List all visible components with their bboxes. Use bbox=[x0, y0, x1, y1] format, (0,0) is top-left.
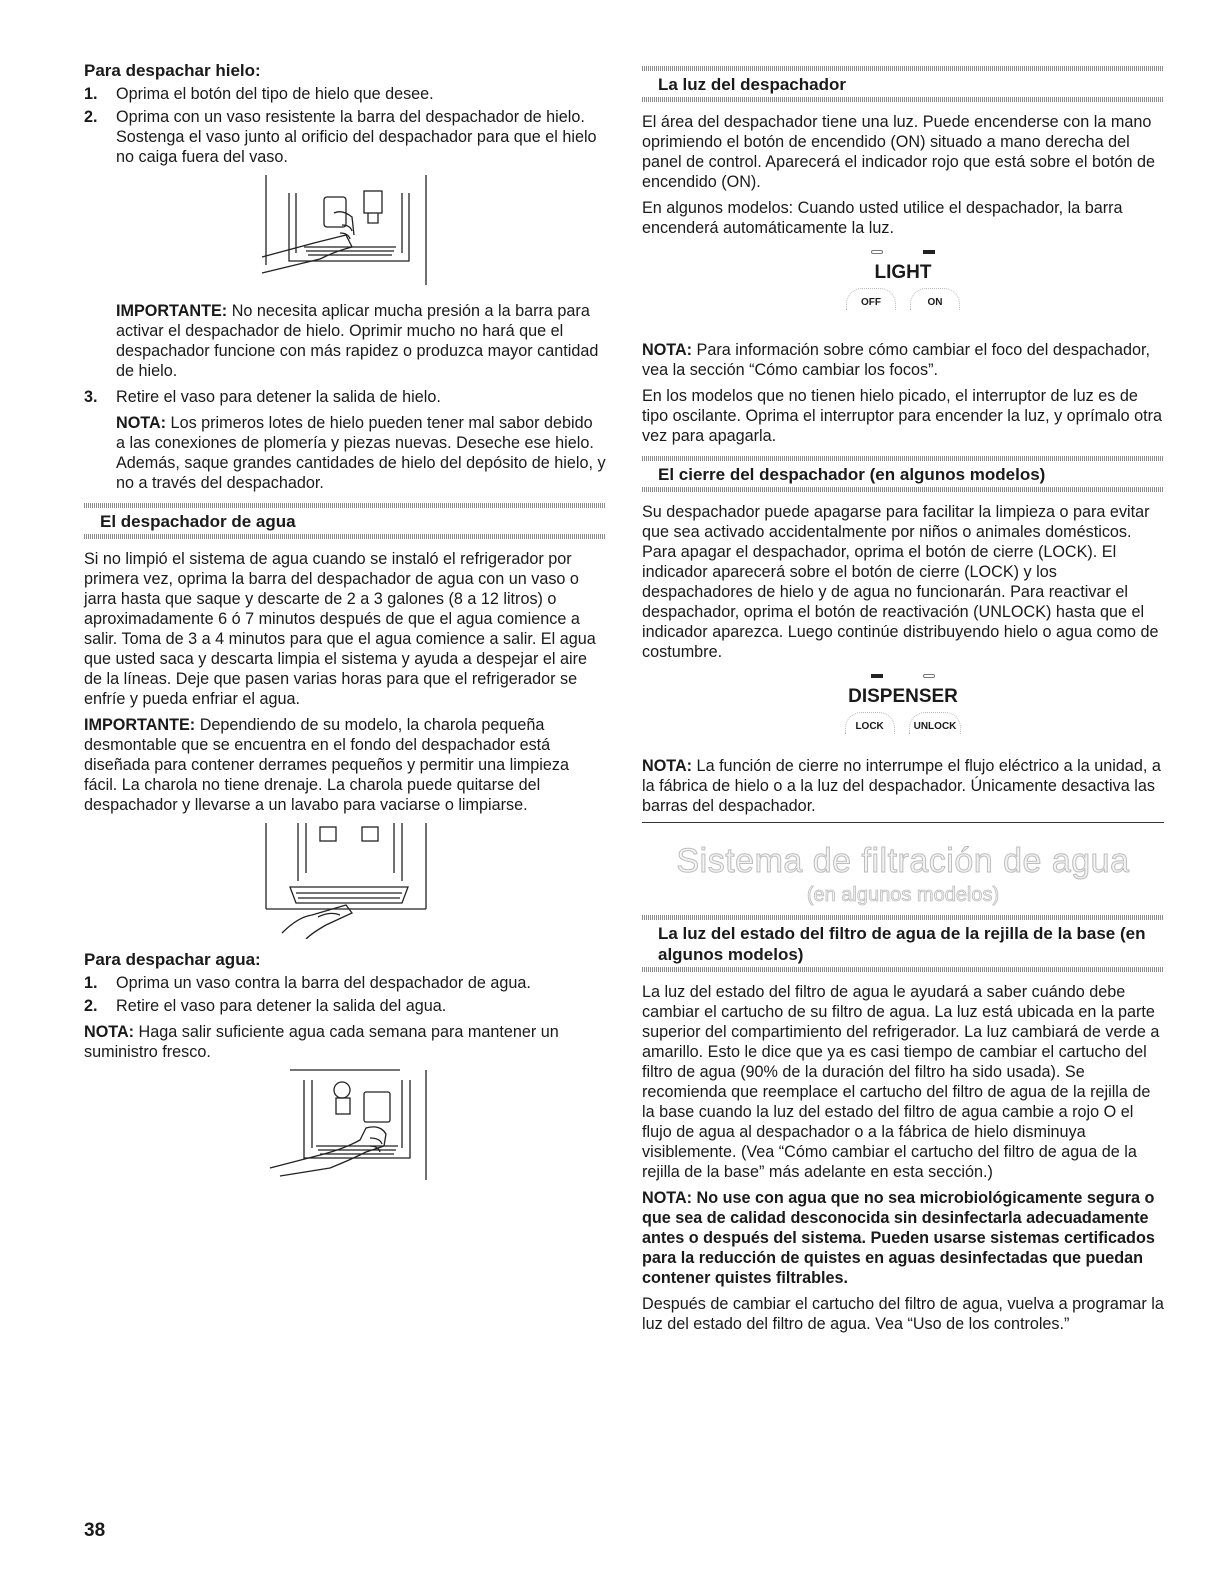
section-rule bbox=[642, 822, 1164, 823]
dispenser-control-panel bbox=[642, 672, 1164, 734]
list-item bbox=[84, 387, 606, 407]
water-heading: Para despachar agua: bbox=[84, 950, 261, 969]
ice-steps bbox=[84, 84, 606, 167]
list-item bbox=[84, 107, 606, 167]
light-paragraph-1: El área del despachador tiene una luz. Puede encenderse con la mano oprimiendo el botón de encendido (ON) situado a mano derecha del panel de control. Aparecerá el indicador rojo que está sobre el botón de encendido (ON). bbox=[642, 113, 1155, 191]
ice-step-2: Oprima con un vaso resistente la barra del despachador de hielo. Sostenga el vaso junto al orificio del despachador para que el hielo no caiga fuera del vaso. bbox=[116, 108, 597, 166]
ice-note-text: Los primeros lotes de hielo pueden tener mal sabor debido a las conexiones de plomería y piezas nuevas. Deseche ese hielo. Además, saque grandes cantidades de hielo del depósito de hielo, y no a través del despachador. bbox=[116, 414, 606, 492]
ice-note bbox=[84, 413, 606, 493]
step-number: 1. bbox=[84, 974, 98, 992]
important-label: IMPORTANTE: bbox=[116, 302, 228, 320]
dotted-divider bbox=[84, 534, 606, 539]
ice-step-3: Retire el vaso para detener la salida de hielo. bbox=[116, 388, 441, 406]
lock-paragraph: Su despachador puede apagarse para facilitar la limpieza o para evitar que sea activado accidentalmente por niños o animales domésticos. Para apagar el despachador, oprima el botón de cierre (LOCK). El indicador aparecerá sobre el botón de cierre (LOCK) y los despachadores de hielo y de agua no funcionarán. Para reactivar el despachador, oprima el botón de reactivación (UNLOCK) hasta que el indicador aparezca. Luego continúe distribuyendo hielo o agua como de costumbre. bbox=[642, 503, 1159, 661]
list-item bbox=[84, 973, 606, 993]
light-paragraph-3: En los modelos que no tienen hielo picado, el interruptor de luz es de tipo oscilante. Oprima el interruptor para encender la luz, y oprímalo otra vez para apagarla. bbox=[642, 387, 1163, 445]
water-dispenser-illustration bbox=[84, 1068, 606, 1180]
lock-note bbox=[642, 756, 1164, 816]
ice-important-text: No necesita aplicar mucha presión a la barra para activar el despachador de hielo. Oprimir mucho no hará que el despachador funcione con más rapidez o produzca mayor cantidad de hielo. bbox=[116, 302, 599, 380]
water-step-2: Retire el vaso para detener la salida del agua. bbox=[116, 997, 447, 1015]
light-section-header bbox=[642, 66, 1164, 102]
important-label: IMPORTANTE: bbox=[84, 716, 196, 734]
water-dispenser-important-text: Dependiendo de su modelo, la charola pequeña desmontable que se encuentra en el fondo del despachador está diseñada para contener derrames pequeños y permitir una limpieza fácil. La charola no tiene drenaje. La charola puede quitarse del despachador y llevarse a un lavabo para vaciarse o limpiarse. bbox=[84, 716, 570, 814]
right-column bbox=[642, 60, 1164, 1340]
step-number: 2. bbox=[84, 108, 98, 126]
lock-heading: El cierre del despachador (en algunos modelos) bbox=[658, 465, 1046, 484]
water-dispenser-heading: El despachador de agua bbox=[100, 512, 296, 531]
ice-step-1: Oprima el botón del tipo de hielo que desee. bbox=[116, 85, 434, 103]
note-label: NOTA: bbox=[642, 757, 693, 775]
filter-section-header bbox=[642, 915, 1164, 972]
filter-paragraph-1: La luz del estado del filtro de agua le ayudará a saber cuándo debe cambiar el cartucho de su filtro de agua. La luz está ubicada en la parte superior del compartimiento del refrigerador. La luz cambiará de verde a amarillo. Esto le dice que ya es casi tiempo de cambiar el cartucho del filtro de agua (90% de la duración del filtro ha sido usada). Se recomienda que reemplace el cartucho del filtro de agua de la rejilla de la base cuando la luz del estado del filtro de agua cambie a rojo O el flujo de agua al despachador o a la fábrica de hielo disminuya visiblemente. (Vea “Cómo cambiar el cartucho del filtro de agua de la rejilla de la base” más adelante en esta sección.) bbox=[642, 983, 1160, 1181]
dispenser-buttons bbox=[642, 712, 1164, 734]
note-label: NOTA: bbox=[642, 341, 693, 359]
dispenser-control-label: DISPENSER bbox=[848, 686, 958, 707]
unlock-button[interactable]: UNLOCK bbox=[909, 712, 962, 734]
filtration-title: Sistema de filtración de agua bbox=[676, 842, 1130, 880]
water-note bbox=[84, 1022, 606, 1062]
lock-note-text: La función de cierre no interrumpe el flujo eléctrico a la unidad, a la fábrica de hielo o a la luz del despachador. Únicamente desactiva las barras del despachador. bbox=[642, 757, 1161, 815]
step-number: 1. bbox=[84, 85, 98, 103]
unlock-indicator bbox=[923, 674, 935, 678]
step-number: 2. bbox=[84, 997, 98, 1015]
water-step-1: Oprima un vaso contra la barra del despachador de agua. bbox=[116, 974, 531, 992]
dotted-divider bbox=[642, 915, 1164, 920]
dotted-divider bbox=[642, 456, 1164, 461]
left-column bbox=[84, 60, 606, 1190]
note-label: NOTA: bbox=[84, 1023, 135, 1041]
page-number: 38 bbox=[84, 1520, 106, 1541]
water-note-text: Haga salir suficiente agua cada semana para mantener un suministro fresco. bbox=[84, 1023, 559, 1061]
light-buttons bbox=[642, 288, 1164, 310]
on-indicator bbox=[923, 250, 935, 254]
dotted-divider bbox=[642, 967, 1164, 972]
step-number: 3. bbox=[84, 388, 98, 406]
water-dispenser-important bbox=[84, 715, 606, 815]
light-paragraph-2: En algunos modelos: Cuando usted utilice el despachador, la barra encenderá automáticamente la luz. bbox=[642, 199, 1123, 237]
dotted-divider bbox=[642, 66, 1164, 71]
light-control-label: LIGHT bbox=[874, 262, 932, 283]
filter-paragraph-2: Después de cambiar el cartucho del filtro de agua, vuelva a programar la luz del estado del filtro de agua. Vea “Uso de los controles.” bbox=[642, 1295, 1164, 1333]
light-note-text: Para información sobre cómo cambiar el foco del despachador, vea la sección “Cómo cambiar los focos”. bbox=[642, 341, 1151, 379]
lock-indicator bbox=[871, 674, 883, 678]
list-item bbox=[84, 84, 606, 104]
ice-heading: Para despachar hielo: bbox=[84, 61, 261, 80]
ice-important bbox=[84, 301, 606, 381]
dotted-divider bbox=[642, 487, 1164, 492]
water-steps bbox=[84, 973, 606, 1016]
light-indicators bbox=[642, 248, 1164, 256]
light-note bbox=[642, 340, 1164, 380]
list-item bbox=[84, 996, 606, 1016]
water-dispenser-section-header bbox=[84, 503, 606, 539]
ice-steps-cont bbox=[84, 387, 606, 407]
lock-section-header bbox=[642, 456, 1164, 492]
dispenser-indicators bbox=[642, 672, 1164, 680]
filtration-subtitle: (en algunos modelos) bbox=[806, 884, 1000, 906]
ice-dispenser-illustration bbox=[84, 173, 606, 291]
water-dispenser-paragraph: Si no limpió el sistema de agua cuando se instaló el refrigerador por primera vez, oprima la barra del despachador de agua con un vaso o jarra hasta que saque y descarte de 2 a 3 galones (8 a 12 litros) o aproximadamente 6 ó 7 minutos después de que el agua comience a salir. Toma de 3 a 4 minutos para que el agua comience a salir. El agua que usted saca y descarta limpia el sistema y ayuda a despejar el aire de la líneas. Deje que pasen varias horas para que el refrigerador se enfríe y pueda enfriar el agua. bbox=[84, 550, 596, 708]
lock-button[interactable]: LOCK bbox=[845, 712, 895, 734]
light-on-button[interactable]: ON bbox=[910, 288, 960, 310]
filter-heading: La luz del estado del filtro de agua de la rejilla de la base (en algunos modelos) bbox=[658, 924, 1146, 964]
note-label: NOTA: bbox=[116, 414, 167, 432]
light-control-panel bbox=[642, 248, 1164, 310]
light-heading: La luz del despachador bbox=[658, 75, 846, 94]
filtration-title-block bbox=[642, 841, 1164, 909]
dotted-divider bbox=[84, 503, 606, 508]
drip-tray-illustration bbox=[84, 821, 606, 939]
light-off-button[interactable]: OFF bbox=[846, 288, 896, 310]
off-indicator bbox=[871, 250, 883, 254]
filter-note: NOTA: No use con agua que no sea microbiológicamente segura o que sea de calidad desconocida sin desinfectarla adecuadamente antes o después del sistema. Pueden usarse sistemas certificados para la reducción de quistes en aguas desinfectadas que puedan contener quistes filtrables. bbox=[642, 1189, 1155, 1287]
dotted-divider bbox=[642, 97, 1164, 102]
